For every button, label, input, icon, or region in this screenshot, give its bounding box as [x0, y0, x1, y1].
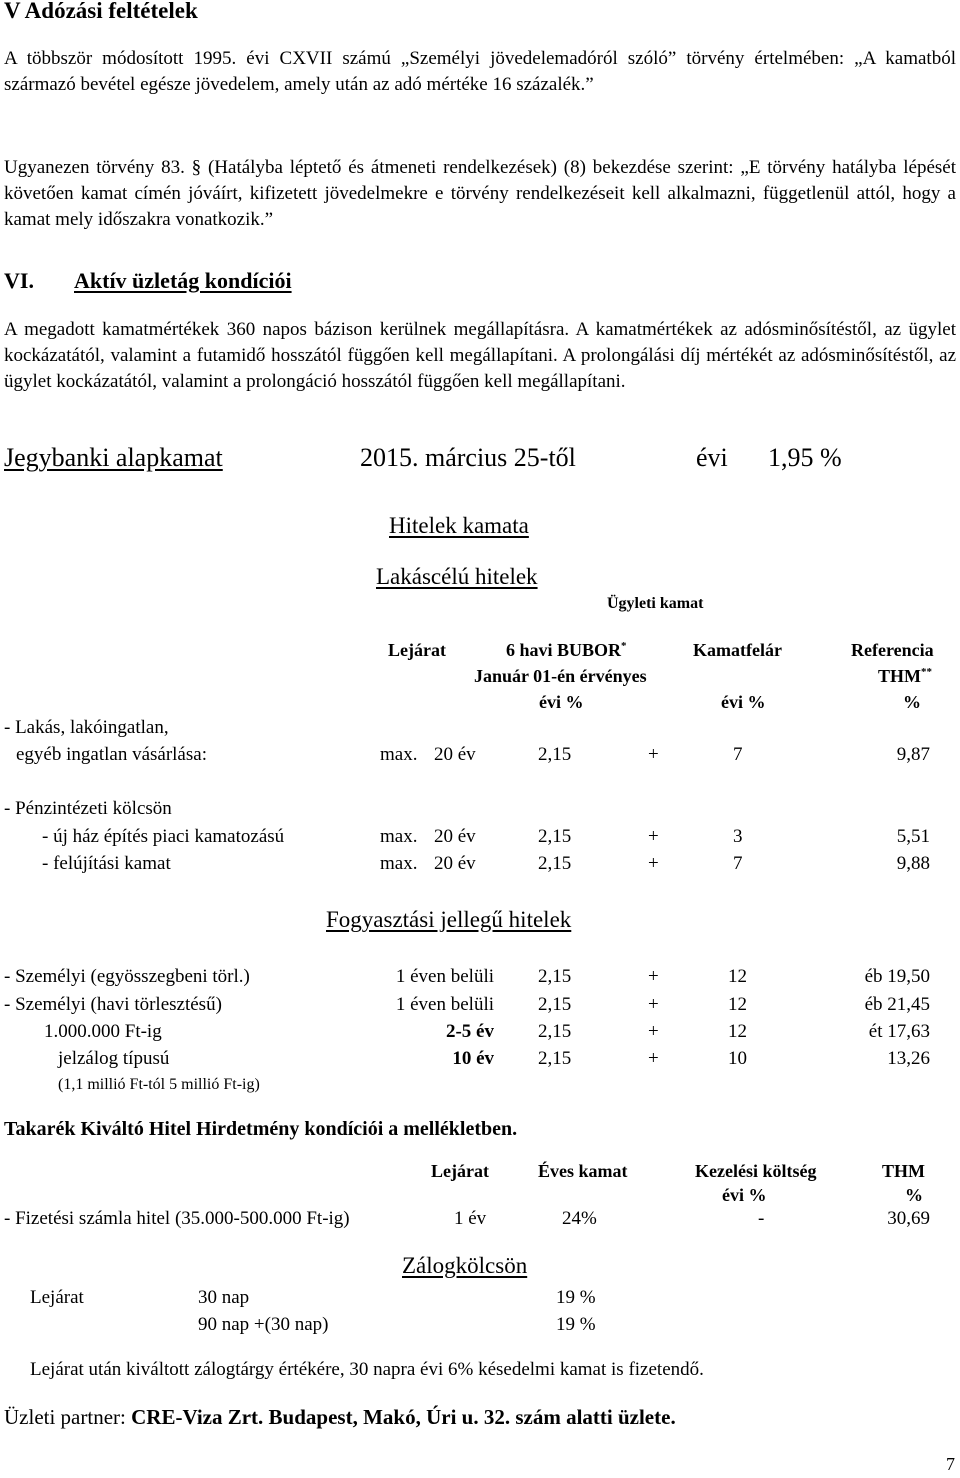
- pawn-title: Zálogkölcsön: [402, 1253, 528, 1278]
- consumer-row-2-bubor: 2,15: [538, 994, 572, 1015]
- consumer-row-4-term: 10 év: [452, 1048, 494, 1069]
- housing-row-3-plus: +: [648, 853, 659, 874]
- housing-row-1-label-1: - Lakás, lakóingatlan,: [4, 717, 169, 738]
- housing-row-3-term: 20 év: [434, 853, 476, 874]
- housing-row-2-term: 20 év: [434, 826, 476, 847]
- housing-row-2-bubor: 2,15: [538, 826, 572, 847]
- section-5-heading: V Adózási feltételek: [4, 0, 198, 23]
- pawn-row-2-term: 90 nap +(30 nap): [198, 1314, 329, 1335]
- consumer-row-1-thm: éb 19,50: [864, 966, 930, 987]
- section-5-paragraph-2: Ugyanezen törvény 83. § (Hatályba léptető és átmeneti rendelkezések) (8) bekezdése szerint: „E törvény hatályba lépését követően kamat címén jóváírt, kifizetett jövedelmekre e törvény rendelkezéseit kell alkalmazni, függetlenül attól, hogy a kamat mely időszakra vonatkozik.”: [4, 157, 956, 230]
- housing-loans-title: Lakáscélú hitelek: [376, 564, 538, 589]
- consumer-row-1-label: - Személyi (egyösszegbeni törl.): [4, 966, 250, 987]
- consumer-row-3-thm: ét 17,63: [868, 1021, 930, 1042]
- pawn-row-1-rate: 19 %: [556, 1287, 596, 1308]
- base-rate-label: Jegybanki alapkamat: [4, 443, 223, 472]
- housing-row-1-plus: +: [648, 744, 659, 765]
- housing-row-2-spread: 3: [733, 826, 743, 847]
- housing-row-3-term-prefix: max.: [380, 853, 418, 874]
- section-6-number: VI.: [4, 268, 34, 293]
- consumer-row-4-label: jelzálog típusú: [58, 1048, 170, 1069]
- page-number: 7: [946, 1454, 955, 1474]
- header-bubor-sub: Január 01-én érvényes: [474, 666, 647, 686]
- overdraft-header-thm: THM: [882, 1161, 925, 1181]
- housing-row-1-spread: 7: [733, 744, 743, 765]
- thm-footnote-mark: **: [921, 666, 932, 678]
- pawn-note: Lejárat után kiváltott zálogtárgy értékére, 30 napra évi 6% késedelmi kamat is fizetendő.: [30, 1359, 704, 1380]
- consumer-row-4-bubor: 2,15: [538, 1048, 572, 1069]
- housing-row-1-label-2: egyéb ingatlan vásárlása:: [16, 744, 207, 765]
- consumer-row-4-plus: +: [648, 1048, 659, 1069]
- consumer-row-1-plus: +: [648, 966, 659, 987]
- header-thm: THM**: [878, 666, 932, 686]
- base-rate-date: 2015. március 25-től: [360, 443, 576, 472]
- housing-row-3-spread: 7: [733, 853, 743, 874]
- consumer-row-3-label: 1.000.000 Ft-ig: [44, 1021, 162, 1042]
- overdraft-header-fee: Kezelési költség: [695, 1161, 817, 1181]
- overdraft-header-fee-sub: évi %: [722, 1185, 767, 1205]
- consumer-row-4-spread: 10: [728, 1048, 747, 1069]
- consumer-row-2-term: 1 éven belüli: [395, 994, 494, 1015]
- partner-value: CRE-Viza Zrt. Budapest, Makó, Úri u. 32. szám alatti üzlete.: [131, 1405, 676, 1429]
- pawn-term-label: Lejárat: [30, 1287, 84, 1308]
- bubor-footnote-mark: *: [621, 640, 627, 652]
- consumer-row-2-plus: +: [648, 994, 659, 1015]
- housing-row-3-label: - felújítási kamat: [42, 853, 171, 874]
- consumer-row-3-bubor: 2,15: [538, 1021, 572, 1042]
- partner-line: [4, 1405, 676, 1430]
- housing-row-2-term-prefix: max.: [380, 826, 418, 847]
- housing-group-label: - Pénzintézeti kölcsön: [4, 798, 172, 819]
- consumer-row-3-spread: 12: [728, 1021, 747, 1042]
- housing-row-2-plus: +: [648, 826, 659, 847]
- partner-label: Üzleti partner:: [4, 1405, 126, 1429]
- consumer-loans-title: Fogyasztási jellegű hitelek: [326, 907, 572, 932]
- consumer-row-1-spread: 12: [728, 966, 747, 987]
- housing-row-3-bubor: 2,15: [538, 853, 572, 874]
- section-6-title: Aktív üzletág kondíciói: [74, 268, 292, 293]
- housing-row-3-thm: 9,88: [896, 853, 930, 874]
- housing-row-1-bubor: 2,15: [538, 744, 572, 765]
- consumer-row-4-thm: 13,26: [887, 1048, 930, 1069]
- housing-row-1-term-prefix: max.: [380, 744, 418, 765]
- overdraft-header-thm-sub: %: [905, 1185, 923, 1205]
- consumer-row-1-bubor: 2,15: [538, 966, 572, 987]
- overdraft-row-fee: -: [758, 1208, 765, 1229]
- housing-row-1-thm: 9,87: [896, 744, 930, 765]
- header-term: Lejárat: [388, 640, 446, 660]
- housing-row-1-term: 20 év: [434, 744, 476, 765]
- housing-row-2-label: - új ház építés piaci kamatozású: [42, 826, 285, 847]
- header-reference: Referencia: [851, 640, 934, 660]
- overdraft-row-thm: 30,69: [887, 1208, 930, 1229]
- header-bubor: 6 havi BUBOR*: [506, 640, 627, 660]
- header-annual-1: évi %: [539, 692, 584, 712]
- deal-rate-label: Ügyleti kamat: [607, 595, 704, 612]
- consumer-row-2-label: - Személyi (havi törlesztésű): [4, 994, 222, 1015]
- housing-row-2-thm: 5,51: [896, 826, 930, 847]
- overdraft-row-rate: 24%: [562, 1208, 597, 1229]
- base-rate-value: 1,95 %: [768, 443, 842, 472]
- overdraft-header-rate: Éves kamat: [538, 1161, 628, 1181]
- header-spread: Kamatfelár: [693, 640, 782, 660]
- consumer-row-3-plus: +: [648, 1021, 659, 1042]
- loans-title: Hitelek kamata: [389, 513, 529, 538]
- overdraft-header-term: Lejárat: [431, 1161, 489, 1181]
- consumer-row-2-thm: éb 21,45: [864, 994, 930, 1015]
- consumer-note: (1,1 millió Ft-tól 5 millió Ft-ig): [58, 1076, 260, 1093]
- pawn-row-2-rate: 19 %: [556, 1314, 596, 1335]
- base-rate-period: évi: [696, 443, 728, 472]
- takarek-note: Takarék Kiváltó Hitel Hirdetmény kondíciói a mellékletben.: [4, 1118, 518, 1140]
- overdraft-row-label: - Fizetési számla hitel (35.000-500.000 Ft-ig): [4, 1208, 350, 1229]
- section-6-paragraph: A megadott kamatmértékek 360 napos bázison kerülnek megállapításra. A kamatmértékek az adósminősítéstől, az ügylet kockázatától, valamint a futamidő hosszától függően kell megállapítani. A prolongálási díj mértékét az adósminősítéstől, az ügylet kockázatától, valamint a prolongáció hosszától függően kell megállapítani.: [4, 319, 956, 392]
- section-5-paragraph-1: A többször módosított 1995. évi CXVII számú „Személyi jövedelemadóról szóló” törvény értelmében: „A kamatból származó bevétel egésze jövedelem, amely után az adó mértéke 16 százalék.”: [4, 48, 956, 95]
- consumer-row-3-term: 2-5 év: [445, 1021, 494, 1042]
- consumer-row-1-term: 1 éven belüli: [395, 966, 494, 987]
- header-annual-2: évi %: [721, 692, 766, 712]
- overdraft-row-term: 1 év: [454, 1208, 487, 1229]
- pawn-row-1-term: 30 nap: [198, 1287, 250, 1308]
- consumer-row-2-spread: 12: [728, 994, 747, 1015]
- header-percent: %: [903, 692, 921, 712]
